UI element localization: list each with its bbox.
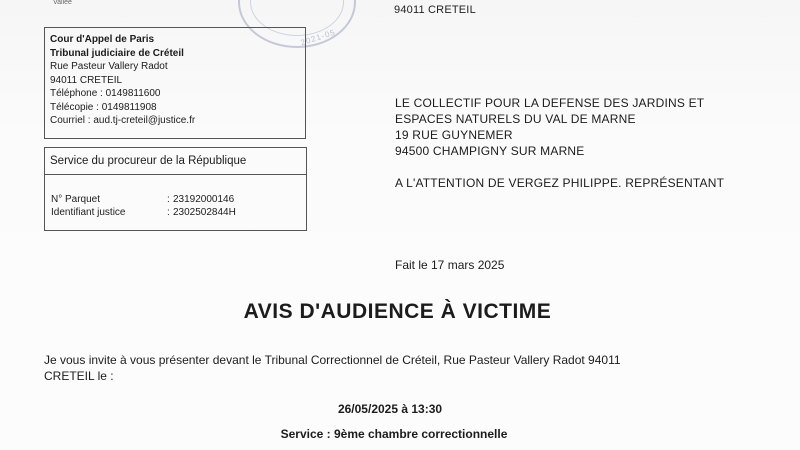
prosecutor-box-divider <box>45 174 306 175</box>
recipient-line-4: 94500 CHAMPIGNY SUR MARNE <box>395 144 585 158</box>
justice-id-row <box>51 207 301 218</box>
top-right-city-line: 94011 CRETEIL <box>394 4 476 16</box>
invitation-line-2: CRETEIL le : <box>44 369 114 383</box>
stamp-text: 2021-05 <box>299 27 337 48</box>
recipient-line-3: 19 RUE GUYNEMER <box>395 128 513 142</box>
justice-id-value: 2302502844H <box>173 207 236 218</box>
court-info-box <box>44 27 306 139</box>
court-street: Rue Pasteur Vallery Radot <box>50 61 168 72</box>
attention-line: A L'ATTENTION DE VERGEZ PHILIPPE. REPRÉSENTANT <box>395 176 725 190</box>
parquet-number-row <box>51 194 301 205</box>
parquet-number-value: 23192000146 <box>173 194 235 205</box>
hearing-service: Service : 9ème chambre correctionnelle <box>280 427 508 441</box>
top-fragment-text: Vallée <box>53 0 72 6</box>
recipient-line-1: LE COLLECTIF POUR LA DEFENSE DES JARDINS ET <box>395 96 705 110</box>
document-date: Fait le 17 mars 2025 <box>395 258 505 272</box>
prosecutor-service-box <box>44 147 307 231</box>
document-title: AVIS D'AUDIENCE À VICTIME <box>243 300 552 323</box>
court-name: Cour d'Appel de Paris <box>50 34 155 45</box>
tribunal-name: Tribunal judiciaire de Créteil <box>50 47 184 59</box>
court-city: 94011 CRETEIL <box>50 74 123 86</box>
court-phone: Téléphone : 0149811600 <box>50 88 161 99</box>
parquet-number-separator: : <box>167 194 170 205</box>
hearing-datetime: 26/05/2025 à 13:30 <box>337 402 443 416</box>
court-email: Courriel : aud.tj-creteil@justice.fr <box>50 115 196 126</box>
parquet-number-label: N° Parquet <box>51 194 101 205</box>
prosecutor-service-title: Service du procureur de la République <box>50 155 247 167</box>
recipient-line-2: ESPACES NATURELS DU VAL DE MARNE <box>395 112 636 126</box>
court-fax: Télécopie : 0149811908 <box>50 101 157 113</box>
recipient-address <box>395 95 704 159</box>
invitation-line-1: Je vous invite à vous présenter devant le Tribunal Correctionnel de Créteil, Rue Pasteur Vallery Radot 94011 <box>44 353 621 367</box>
invitation-paragraph <box>44 352 764 384</box>
justice-id-separator: : <box>167 207 170 218</box>
justice-id-label: Identifiant justice <box>51 207 126 218</box>
